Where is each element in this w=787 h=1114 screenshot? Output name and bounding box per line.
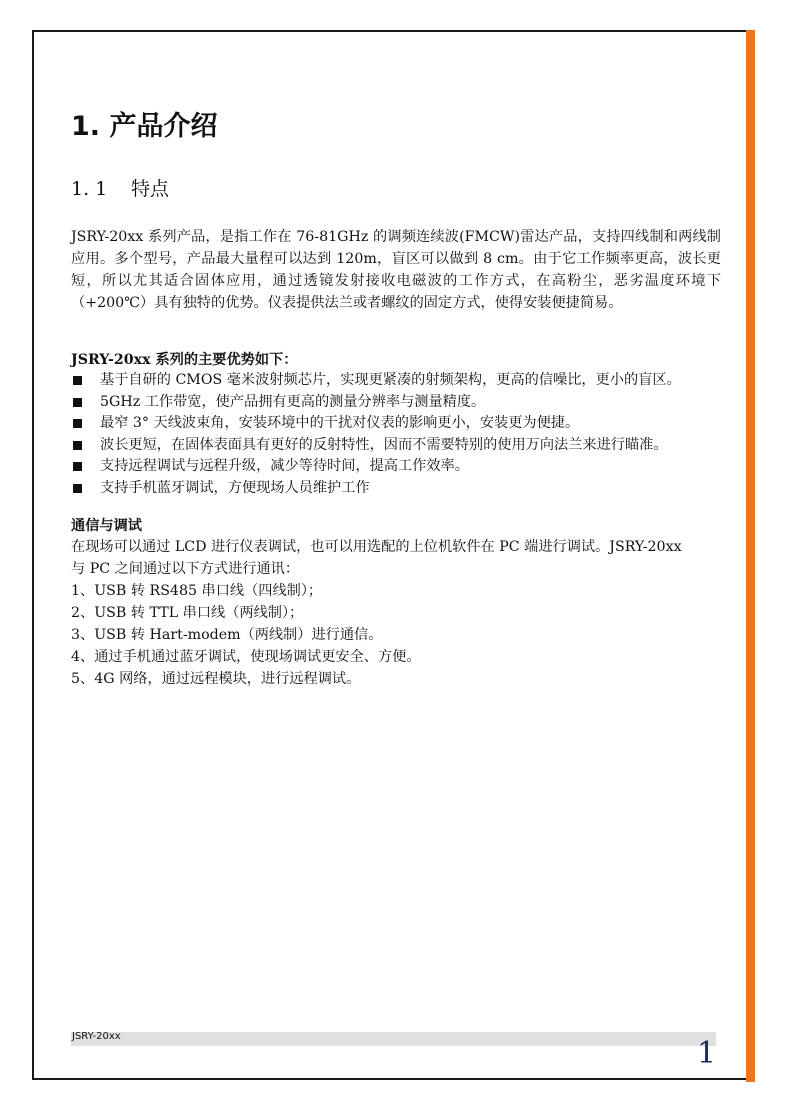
list-item (71, 413, 731, 435)
list-item (71, 478, 731, 500)
list-item (71, 435, 731, 457)
list-item (71, 392, 731, 414)
communication-line: 5、4G 网络，通过远程模块，进行远程调试。 (71, 671, 361, 687)
advantages-list (71, 370, 731, 500)
square-bullet-icon (73, 398, 82, 407)
communication-heading: 通信与调试 (71, 518, 142, 534)
subsection-title: 特点 (131, 178, 170, 200)
square-bullet-icon (73, 419, 82, 428)
subsection-number: 1. 1 (71, 178, 108, 200)
communication-line: 与 PC 之间通过以下方式进行通讯： (71, 561, 300, 577)
list-item-text: 最窄 3° 天线波束角，安装环境中的干扰对仪表的影响更小，安装更为便捷。 (100, 415, 580, 432)
communication-line: 1、USB 转 RS485 串口线（四线制）； (71, 583, 323, 599)
orange-accent-bar (746, 30, 755, 1082)
advantages-heading: JSRY-20xx 系列的主要优势如下： (71, 352, 298, 368)
footer-model: JSRY-20xx (72, 1031, 121, 1042)
square-bullet-icon (73, 462, 82, 471)
communication-line: 在现场可以通过 LCD 进行仪表调试，也可以用选配的上位机软件在 PC 端进行调试。JSRY-20xx (71, 539, 682, 555)
page-number: 1 (697, 1036, 717, 1071)
list-item-text: 支持远程调试与远程升级，减少等待时间，提高工作效率。 (100, 458, 469, 475)
list-item-text: 5GHz 工作带宽，使产品拥有更高的测量分辨率与测量精度。 (100, 393, 486, 410)
subsection-heading (71, 174, 169, 201)
square-bullet-icon (73, 484, 82, 493)
square-bullet-icon (73, 441, 82, 450)
communication-line: 2、USB 转 TTL 串口线（两线制）； (71, 605, 304, 621)
list-item-text: 波长更短，在固体表面具有更好的反射特性，因而不需要特别的使用万向法兰来进行瞄准。 (100, 436, 668, 453)
list-item-text: 基于自研的 CMOS 毫米波射频芯片，实现更紧凑的射频架构，更高的信噪比，更小的盲区。 (100, 372, 681, 388)
list-item (71, 370, 731, 392)
communication-line: 4、通过手机通过蓝牙调试，使现场调试更安全、方便。 (71, 649, 421, 665)
footer-band (71, 1032, 716, 1046)
list-item-text: 支持手机蓝牙调试，方便现场人员维护工作 (100, 479, 370, 496)
communication-line: 3、USB 转 Hart-modem（两线制）进行通信。 (71, 627, 383, 643)
square-bullet-icon (73, 376, 82, 385)
list-item (71, 456, 731, 478)
communication-text (71, 536, 731, 690)
intro-paragraph: JSRY-20xx 系列产品，是指工作在 76-81GHz 的调频连续波(FMCW)雷达产品，支持四线制和两线制应用。多个型号，产品最大量程可以达到 120m，盲区可以做到 8 cm。由于它工作频率更高，波长更短，所以尤其适合固体应用，通过透镜发射接收电磁波的工作方式，在高粉尘，恶劣温度环境下（+200℃）具有独特的优势。仪表提供法兰或者螺纹的固定方式，使得安装便捷简易。 (71, 229, 721, 311)
section-heading: 1. 产品介绍 (71, 111, 218, 142)
